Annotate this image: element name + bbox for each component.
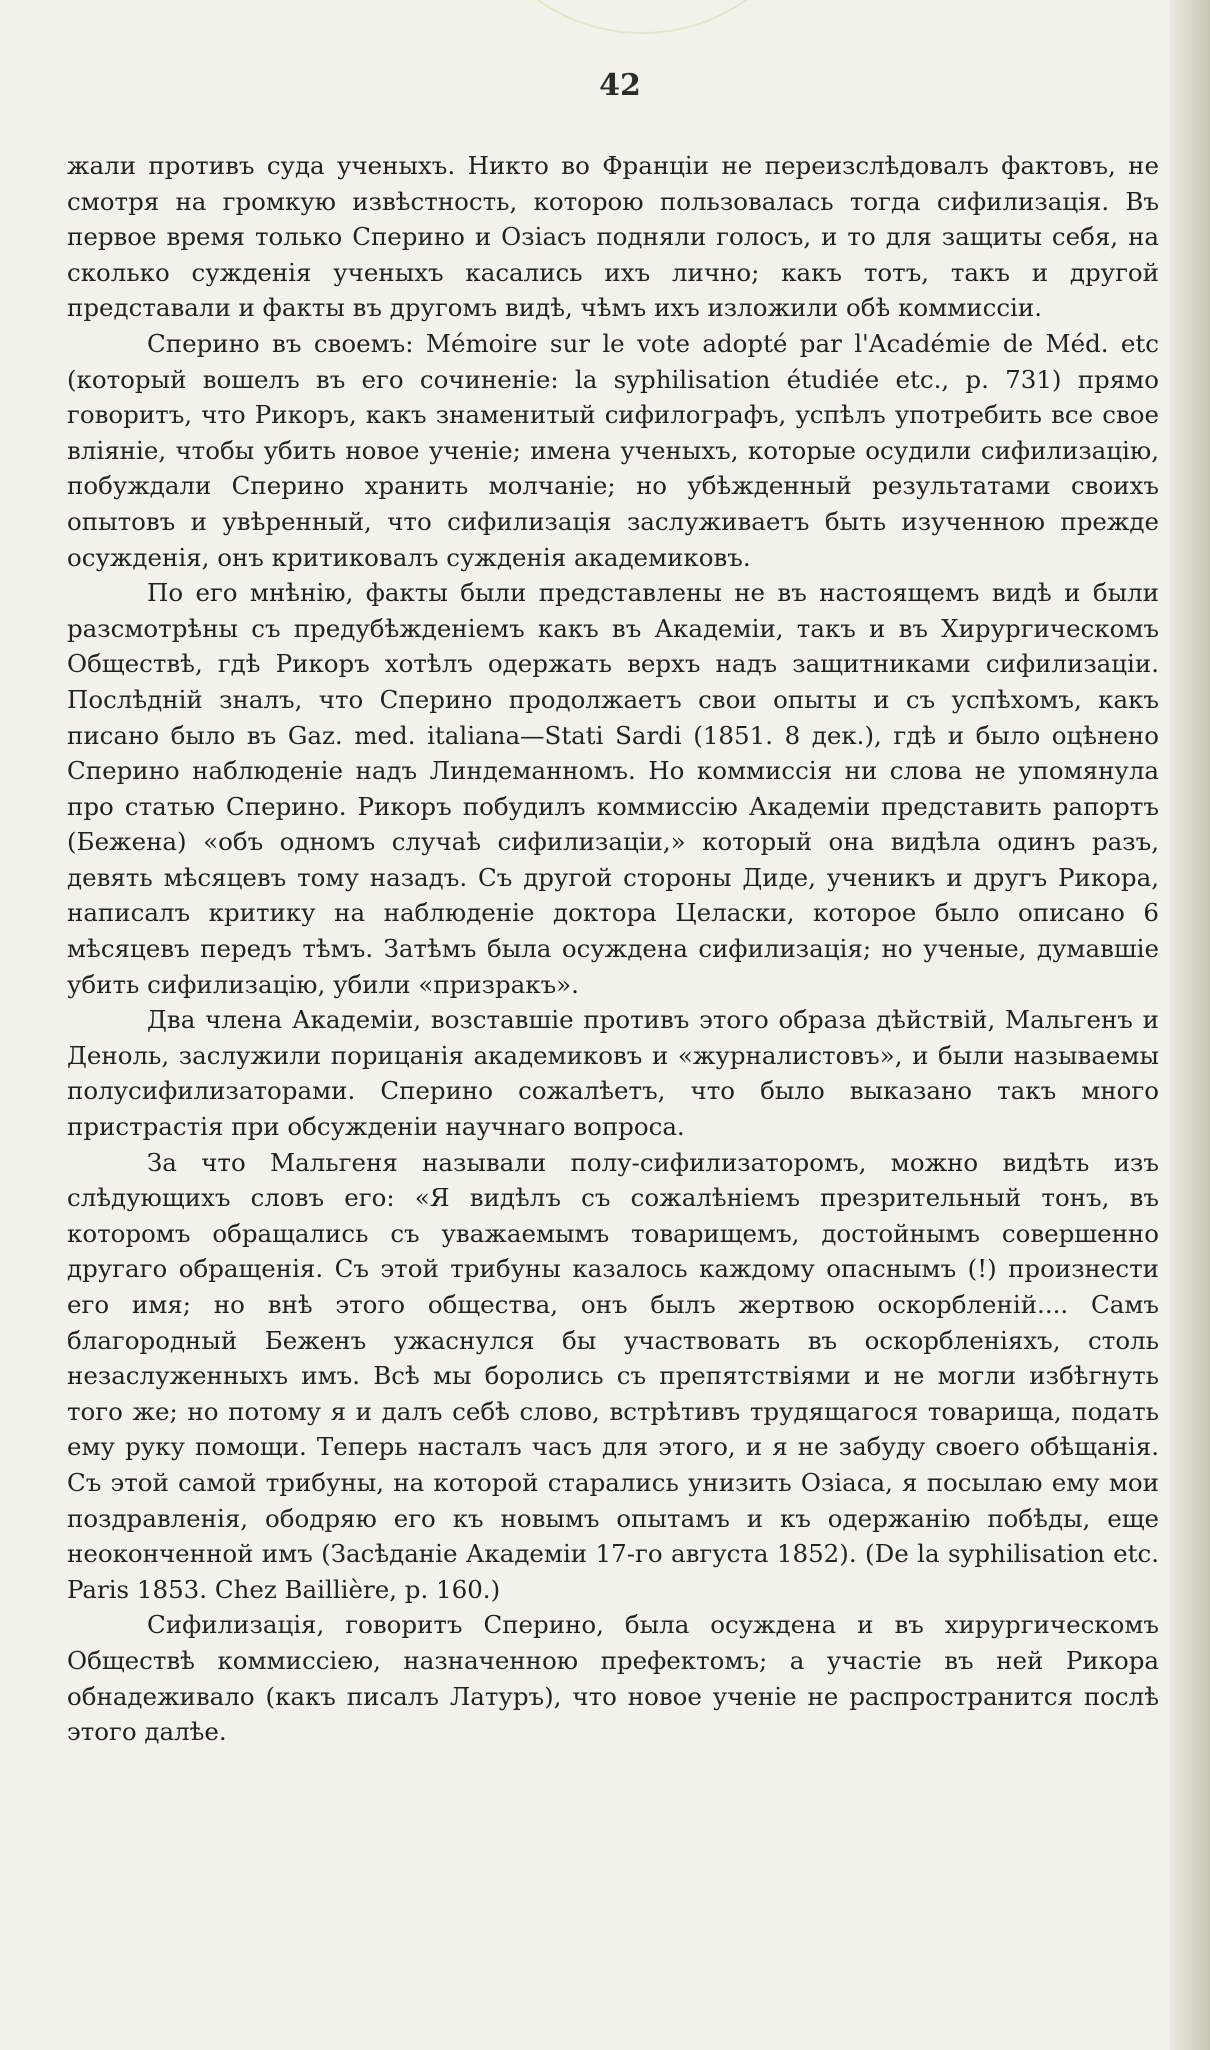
paragraph-facts-opinion: По его мнѣнію, факты были представлены не въ настоящемъ видѣ и были разсмотрѣны съ предубѣжденіемъ какъ въ Академіи, такъ и въ Хирургическомъ Обществѣ, гдѣ Рикоръ хотѣлъ одержать верхъ надъ защитниками сифилизаціи. Послѣдній зналъ, что Сперино продолжаетъ свои опыты и съ успѣхомъ, какъ писано было въ Gaz. med. italiana—Stati Sardi (1851. 8 дек.), гдѣ и было оцѣнено Сперино наблюденіе надъ Линдеманномъ. Но коммиссія ни слова не упомянула про статью Сперино. Рикоръ побудилъ коммиссію Академіи представить рапортъ (Бежена) «объ одномъ случаѣ сифилизаціи,» который она видѣла одинъ разъ, девять мѣсяцевъ тому назадъ. Съ другой стороны Диде, ученикъ и другъ Рикора, написалъ критику на наблюденіе доктора Целаски, которое было описано 6 мѣсяцевъ передъ тѣмъ. Затѣмъ была осуждена сифилизація; но ученые, думавшіе убить сифилизацію, убили «призракъ».: [67, 578, 1159, 999]
paragraph-continuation: жали противъ суда ученыхъ. Никто во Франціи не переизслѣдовалъ фактовъ, не смотря на громкую извѣстность, которою пользовалась тогда сифилизація. Въ первое время только Сперино и Озіасъ подняли голосъ, и то для защиты себя, на сколько сужденія ученыхъ касались ихъ лично; какъ тотъ, такъ и другой представали и факты въ другомъ видѣ, чѣмъ ихъ изложили обѣ коммиссіи.: [67, 151, 1159, 323]
decorative-arc: [460, 0, 824, 34]
page-number: 42: [599, 68, 641, 103]
paragraph-malgaigne-quote: За что Мальгеня называли полу-сифилизаторомъ, можно видѣть изъ слѣдующихъ словъ его: «Я видѣлъ съ сожалѣніемъ презрительный тонъ, въ которомъ обращались съ уважаемымъ товарищемъ, достойнымъ совершенно другаго обращенія. Съ этой трибуны казалось каждому опаснымъ (!) произнести его имя; но внѣ этого общества, онъ былъ жертвою оскорбленій.... Самъ благородный Беженъ ужаснулся бы участвовать въ оскорбленіяхъ, столь незаслуженныхъ имъ. Всѣ мы боролись съ препятствіями и не могли избѣгнуть того же; но потому я и далъ себѣ слово, встрѣтивъ трудящагося товарища, подать ему руку помощи. Теперь насталъ часъ для этого, и я не забуду своего обѣщанія. Съ этой самой трибуны, на которой старались унизить Озіаса, я посылаю ему мои поздравленія, ободряю его къ новымъ опытамъ и къ одержанію побѣды, еще неоконченной имъ (Засѣданіе Академіи 17-го августа 1852). (De la syphilisation etc. Paris 1853. Chez Baillière, p. 160.): [67, 1147, 1159, 1604]
paragraph-surgical-society: Сифилизація, говоритъ Сперино, была осуждена и въ хирургическомъ Обществѣ коммиссіею, назначенною префектомъ; а участіе въ ней Рикора обнадеживало (какъ писалъ Латуръ), что новое ученіе не распространится послѣ этого далѣе.: [67, 1610, 1159, 1747]
paragraph-two-members: Два члена Академіи, возставшіе противъ этого образа дѣйствій, Мальгенъ и Деноль, заслужили порицанія академиковъ и «журналистовъ», и были называемы полусифилизаторами. Сперино сожалѣетъ, что было выказано такъ много пристрастія при обсужденіи научнаго вопроса.: [67, 1005, 1159, 1142]
paragraph-sperino-memoire: Сперино въ своемъ: Mémoire sur le vote adopté par l'Académie de Méd. etc (который вошелъ въ его сочиненіе: la syphilisation étudiée etc., p. 731) прямо говоритъ, что Рикоръ, какъ знаменитый сифилографъ, успѣлъ употребить все свое вліяніе, чтобы убить новое ученіе; имена ученыхъ, которые осудили сифилизацію, побуждали Сперино хранить молчаніе; но убѣжденный результатами своихъ опытовъ и увѣренный, что сифилизація заслуживаетъ быть изученною прежде осужденія, онъ критиковалъ сужденія академиковъ.: [67, 328, 1159, 572]
body-text: [67, 148, 1159, 1750]
page-edge-shadow: [1170, 0, 1210, 2050]
